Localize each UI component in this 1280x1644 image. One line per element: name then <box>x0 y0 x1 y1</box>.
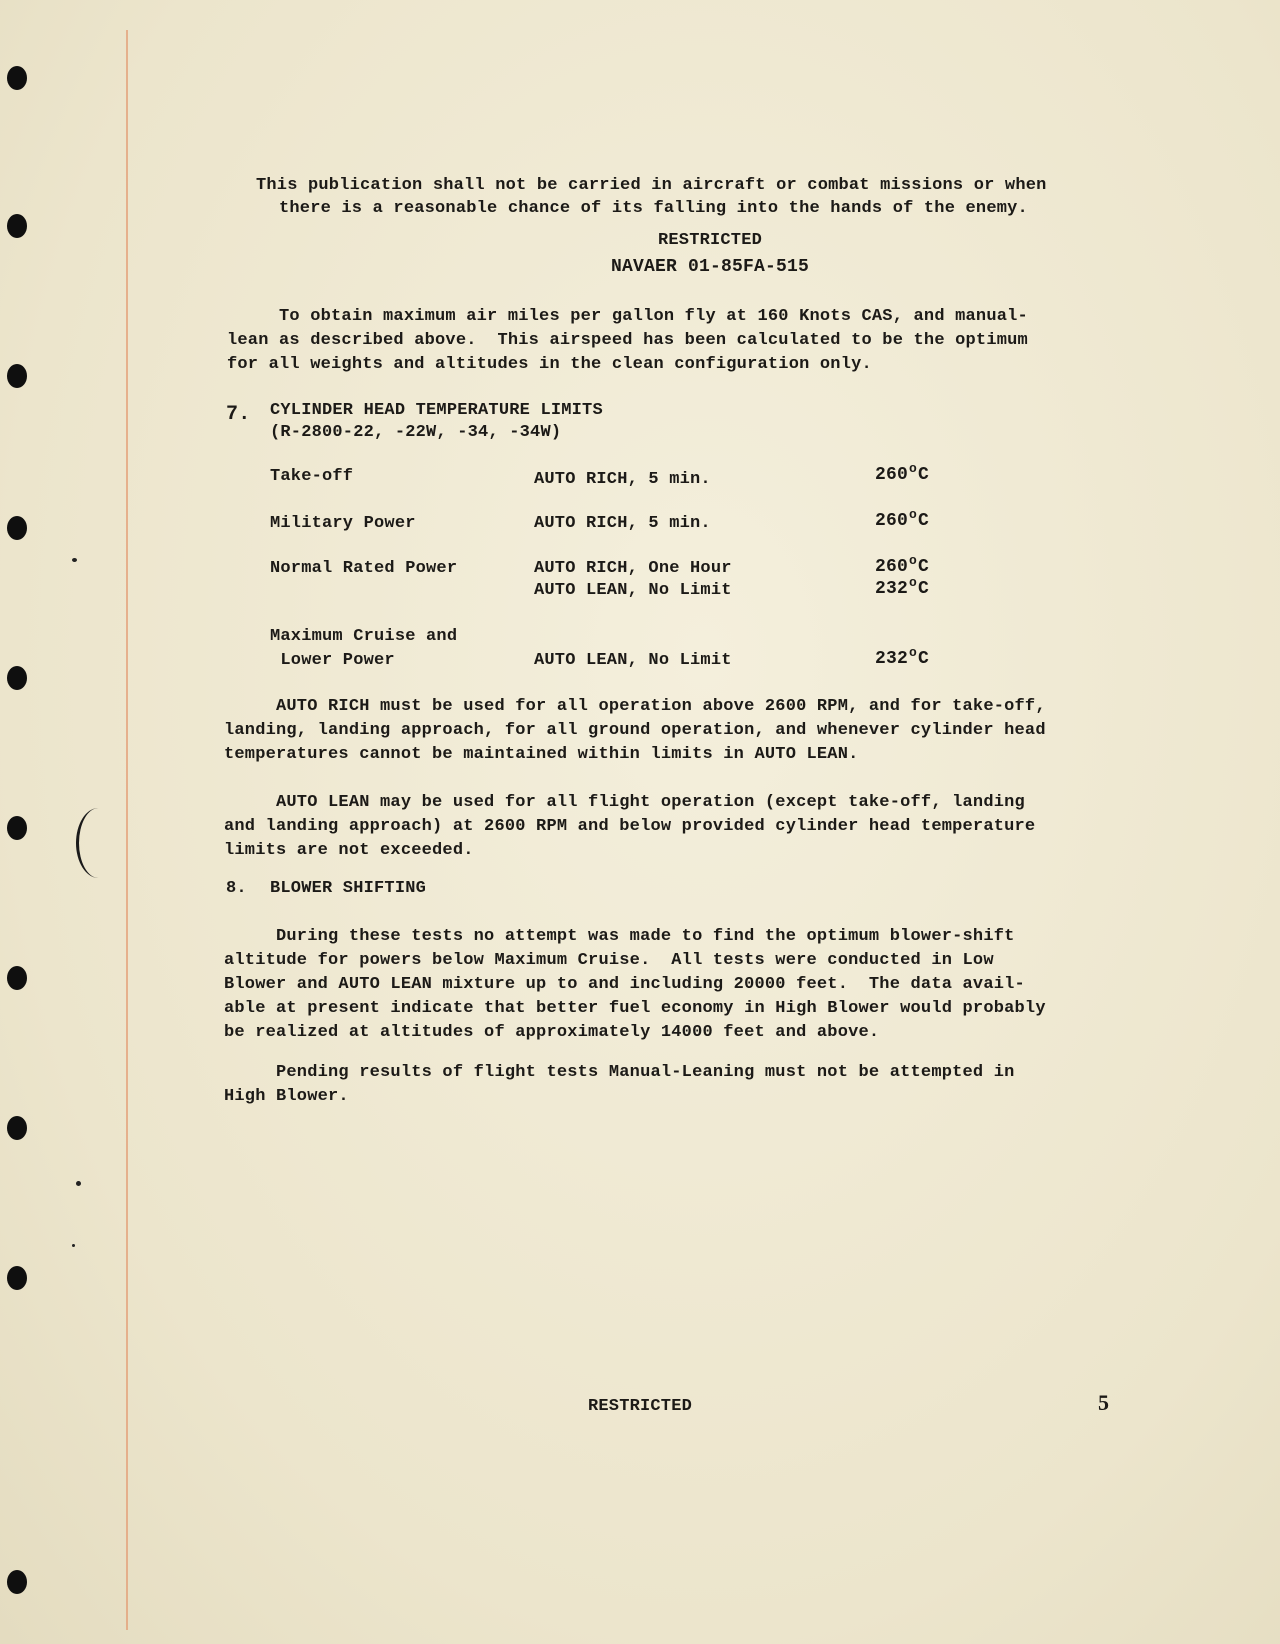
binder-hole <box>7 1116 27 1140</box>
temp-value: 232 <box>875 649 909 669</box>
ink-speck <box>72 1244 75 1247</box>
auto-rich-line-2: landing, landing approach, for all ground operation, and whenever cylinder head <box>224 721 1046 740</box>
row-condition: Normal Rated Power <box>270 559 458 578</box>
section-7-number: 7. <box>226 403 251 426</box>
blower-line-2: altitude for powers below Maximum Cruise. All tests were conducted in Low <box>224 951 994 970</box>
binder-hole <box>7 214 27 238</box>
blower-line-3: Blower and AUTO LEAN mixture up to and including 20000 feet. The data avail- <box>224 975 1025 994</box>
auto-lean-line-1: AUTO LEAN may be used for all flight operation (except take-off, landing <box>224 793 1025 812</box>
blower-line-1: During these tests no attempt was made to find the optimum blower-shift <box>224 927 1015 946</box>
degree-symbol: o <box>909 507 918 522</box>
auto-rich-line-1: AUTO RICH must be used for all operation above 2600 RPM, and for take-off, <box>224 697 1046 716</box>
degree-symbol: o <box>909 553 918 568</box>
degree-symbol: o <box>909 645 918 660</box>
auto-lean-line-2: and landing approach) at 2600 RPM and below provided cylinder head temperature <box>224 817 1036 836</box>
row-condition: Maximum Cruise and <box>270 627 458 646</box>
document-number: NAVAER 01-85FA-515 <box>610 257 810 277</box>
binder-hole <box>7 364 27 388</box>
binder-hole <box>7 966 27 990</box>
binder-hole <box>7 666 27 690</box>
degree-symbol: o <box>909 461 918 476</box>
notice-line-2: there is a reasonable chance of its falling into the hands of the enemy. <box>279 199 1028 218</box>
row-setting: AUTO RICH, 5 min. <box>534 470 711 489</box>
blower-line-5: be realized at altitudes of approximately 14000 feet and above. <box>224 1023 880 1042</box>
temp-value: 232 <box>875 579 909 599</box>
section-7-title: CYLINDER HEAD TEMPERATURE LIMITS <box>270 401 603 420</box>
ink-speck <box>76 1181 81 1186</box>
header-classification: RESTRICTED <box>657 231 763 250</box>
row-temperature <box>875 461 930 487</box>
row-setting: AUTO RICH, 5 min. <box>534 514 711 533</box>
pending-line-1: Pending results of flight tests Manual-Leaning must not be attempted in <box>224 1063 1015 1082</box>
binder-hole <box>7 816 27 840</box>
section-8-number: 8. <box>226 879 247 898</box>
binder-hole <box>7 66 27 90</box>
auto-lean-line-3: limits are not exceeded. <box>224 841 474 860</box>
margin-rule <box>126 30 128 1630</box>
temp-value: 260 <box>875 557 909 577</box>
row-condition: Lower Power <box>270 651 395 670</box>
section-8-title: BLOWER SHIFTING <box>270 879 427 898</box>
temp-unit: C <box>918 649 930 669</box>
row-condition: Take-off <box>270 467 354 486</box>
notice-line-1: This publication shall not be carried in aircraft or combat missions or when <box>256 176 1047 195</box>
temp-unit: C <box>918 465 930 485</box>
temp-unit: C <box>918 557 930 577</box>
row-temperature <box>875 507 930 533</box>
intro-line-1: To obtain maximum air miles per gallon fly at 160 Knots CAS, and manual- <box>227 307 1028 326</box>
binder-hole <box>7 1570 27 1594</box>
blower-line-4: able at present indicate that better fuel economy in High Blower would probably <box>224 999 1046 1018</box>
temp-value: 260 <box>875 465 909 485</box>
binder-hole <box>7 516 27 540</box>
row-temperature <box>875 553 930 579</box>
footer-classification: RESTRICTED <box>588 1397 693 1416</box>
temp-unit: C <box>918 511 930 531</box>
pending-line-2: High Blower. <box>224 1087 349 1106</box>
pencil-bracket-mark <box>76 808 121 878</box>
auto-rich-line-3: temperatures cannot be maintained within limits in AUTO LEAN. <box>224 745 859 764</box>
row-setting: AUTO LEAN, No Limit <box>534 651 732 670</box>
intro-line-2: lean as described above. This airspeed has been calculated to be the optimum <box>227 331 1028 350</box>
page-number: 5 <box>1098 1390 1110 1415</box>
temp-unit: C <box>918 579 930 599</box>
row-setting: AUTO RICH, One Hour <box>534 559 732 578</box>
ink-speck <box>72 558 77 562</box>
intro-line-3: for all weights and altitudes in the clean configuration only. <box>227 355 872 374</box>
row-condition: Military Power <box>270 514 416 533</box>
row-temperature <box>875 645 930 671</box>
row-temperature <box>875 575 930 601</box>
section-7-subtitle: (R-2800-22, -22W, -34, -34W) <box>270 423 562 442</box>
degree-symbol: o <box>909 575 918 590</box>
binder-hole <box>7 1266 27 1290</box>
temp-value: 260 <box>875 511 909 531</box>
row-setting: AUTO LEAN, No Limit <box>534 581 732 600</box>
